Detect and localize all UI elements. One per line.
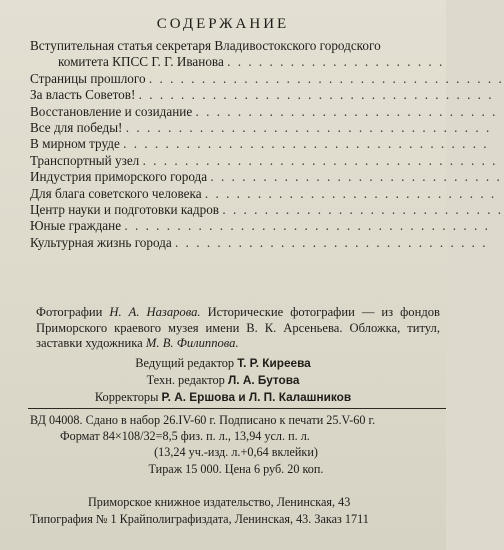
imprint-line: Тираж 15 000. Цена 6 руб. 20 коп. xyxy=(148,461,324,476)
leader-dots: . . . . . . . . . . . . . . . . . . . . . . . . . . . . . . . . . . . xyxy=(123,136,489,152)
toc-entry-text: Для блага советского человека xyxy=(30,185,202,201)
leader-dots: . . . . . . . . . . . . . . . . . . . . . . . . . . . . . . . . . . . xyxy=(124,218,490,234)
toc-entry-text: Восстановление и созидание xyxy=(30,103,193,119)
toc-entry xyxy=(30,218,490,234)
toc-entry xyxy=(30,169,502,185)
toc-entry-text: Индустрия приморского города xyxy=(30,169,208,185)
toc-entry xyxy=(30,70,504,87)
toc-entry xyxy=(30,152,498,169)
toc-entry-text: Вступительная статья секретаря Владивостокского городского xyxy=(30,38,381,53)
toc-entry-continuation xyxy=(30,54,445,70)
photo-credit-text: Исторические фотографии — из фондов Приморского краевого музея имени В. К. Арсеньева. Обложка, титул, заставки художника xyxy=(36,305,440,351)
correctors-line xyxy=(0,389,446,406)
toc-entry-text: За власть Советов! xyxy=(30,87,136,103)
toc-entry-text: Юные граждане xyxy=(30,218,122,234)
photo-credits xyxy=(22,305,440,352)
leader-dots: . . . . . . . . . . . . . . . . . . . . . . . . . . . . xyxy=(204,185,497,201)
lead-editor-line xyxy=(0,355,446,372)
publisher-info xyxy=(30,494,442,527)
printer-line: Типография № 1 Крайполиграфиздата, Ленинская, 43. Заказ 1711 xyxy=(30,511,369,526)
toc-entry-text: Все для победы! xyxy=(30,120,123,136)
toc-entry-text: комитета КПСС Г. Г. Иванова xyxy=(58,54,224,70)
leader-dots: . . . . . . . . . . . . . . . . . . . . . . . . . . . xyxy=(222,202,504,218)
toc-entry xyxy=(30,136,489,152)
leader-dots: . . . . . . . . . . . . . . . . . . . . . . . . . . . . . . xyxy=(175,234,488,250)
lead-editor-label: Ведущий редактор xyxy=(135,356,235,370)
photographer-name: Н. А. Назарова. xyxy=(109,305,201,319)
correctors-label: Корректоры xyxy=(94,390,159,404)
toc-entry xyxy=(30,87,494,103)
artist-name: М. В. Филиппова. xyxy=(145,336,239,351)
toc-entry xyxy=(30,202,504,218)
toc-entry xyxy=(30,234,488,251)
toc-entry xyxy=(30,185,497,202)
toc-entry-text: Культурная жизнь города xyxy=(30,234,172,250)
leader-dots: . . . . . . . . . . . . . . . . . . . . . . . . . . . . . . . . . . xyxy=(138,87,494,103)
imprint-line: (13,24 уч.-изд. л.+0,64 вклейки) xyxy=(154,445,318,460)
toc-entry-text: Транспортный узел xyxy=(30,152,140,168)
toc-entry xyxy=(30,120,492,136)
leader-dots: . . . . . . . . . . . . . . . . . . . . . . . . . . . . . . . . . . xyxy=(142,152,498,168)
tech-editor-name: Л. А. Бутова xyxy=(227,373,300,387)
toc-entry-text: Страницы прошлого xyxy=(30,70,146,86)
leader-dots: . . . . . . . . . . . . . . . . . . . . . . . . . . . . . xyxy=(195,103,498,119)
leader-dots: . . . . . . . . . . . . . . . . . . . . . . . . . . . . . . . . . . . xyxy=(125,120,492,136)
print-imprint xyxy=(30,412,442,477)
imprint-line: Формат 84×108/32=8,5 физ. п. л., 13,94 усл. п. л. xyxy=(60,429,310,444)
toc-entry-text: Центр науки и подготовки кадров xyxy=(30,202,220,218)
tech-editor-line xyxy=(0,372,446,389)
photo-credit-prefix: Фотографии xyxy=(36,305,103,319)
contents-heading: СОДЕРЖАНИЕ xyxy=(156,16,290,32)
table-of-contents xyxy=(30,38,504,251)
leader-dots: . . . . . . . . . . . . . . . . . . . . . . . . . . . . xyxy=(210,169,502,185)
publisher-line: Приморское книжное издательство, Ленинская, 43 xyxy=(88,495,351,509)
imprint-line: ВД 04008. Сдано в набор 26.IV-60 г. Подписано к печати 25.V-60 г. xyxy=(30,413,376,427)
toc-entry-text: В мирном труде xyxy=(30,136,120,152)
toc-entry xyxy=(30,103,498,120)
leader-dots: . . . . . . . . . . . . . . . . . . . . . xyxy=(227,54,445,70)
leader-dots: . . . . . . . . . . . . . . . . . . . . . . . . . . . . . . . . . . xyxy=(148,70,504,86)
editorial-credits xyxy=(0,355,446,406)
correctors-names: Р. А. Ершова и Л. П. Калашников xyxy=(161,390,352,404)
divider-rule xyxy=(28,408,446,409)
tech-editor-label: Техн. редактор xyxy=(146,373,225,387)
lead-editor-name: Т. Р. Киреева xyxy=(237,356,311,370)
toc-entry xyxy=(30,38,442,54)
